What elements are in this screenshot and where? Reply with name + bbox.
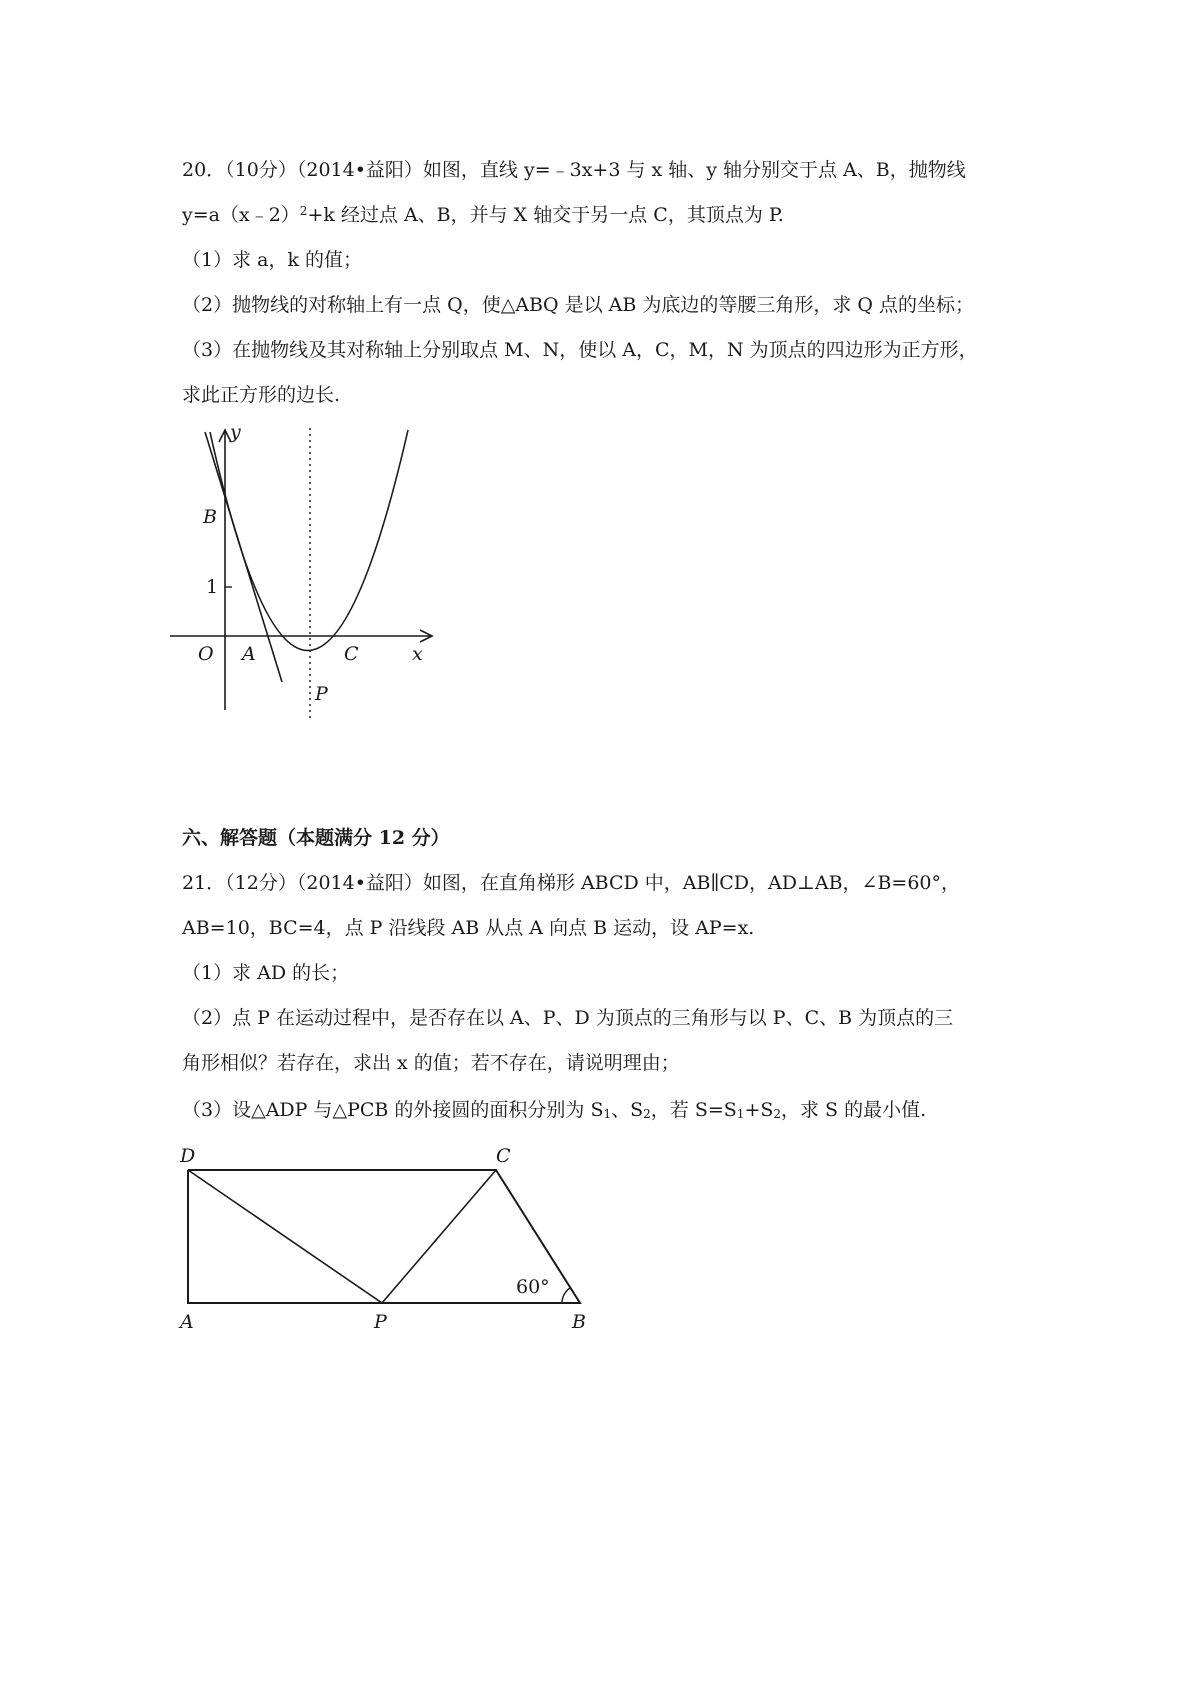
segment-DP [188,1170,382,1303]
q20-part2: （2）抛物线的对称轴上有一点 Q，使△ABQ 是以 AB 为底边的等腰三角形，求 Q 点的坐标； [182,294,975,316]
q20-line2 [182,203,784,227]
q21-part2b: 角形相似？若存在，求出 x 的值；若不存在，请说明理由； [182,1052,680,1074]
q20-exponent: 2 [299,204,308,218]
q21-part3-d: +S [744,1099,774,1121]
q21-sub-3: 1 [736,1107,745,1121]
q21-part2a: （2）点 P 在运动过程中，是否存在以 A、P、D 为顶点的三角形与以 P、C、B 为顶点的三 [182,1007,954,1029]
q20-line1: 20．（10分）（2014•益阳）如图，直线 y=﹣3x+3 与 x 轴、y 轴分别交于点 A、B，抛物线 [182,159,966,181]
label-x: x [412,643,423,665]
label-C: C [496,1145,511,1167]
angle-arc-B [562,1288,570,1303]
label-B: B [572,1311,586,1333]
label-B: B [203,506,217,528]
label-P: P [315,683,328,705]
q21-part3 [182,1098,926,1122]
label-1: 1 [206,576,219,598]
q21-part3-b: 、S [611,1099,644,1121]
q21-line1: 21．（12分）（2014•益阳）如图，在直角梯形 ABCD 中，AB∥CD，AD⊥AB，∠B=60°， [182,872,961,894]
q21-sub-1: 1 [603,1107,612,1121]
q21-part3-e: ，求 S 的最小值. [781,1099,927,1121]
q20-line2-a: y=a（x﹣2） [182,204,300,226]
q21-part3-a: （3）设△ADP 与△PCB 的外接圆的面积分别为 S [182,1099,604,1121]
q21-sub-2: 2 [643,1107,651,1121]
label-y: y [230,421,241,443]
label-O: O [198,643,214,665]
q21-part1: （1）求 AD 的长； [182,962,350,984]
label-C: C [344,643,359,665]
section6-heading: 六、解答题（本题满分 12 分） [182,827,450,849]
label-angle-60: 60° [516,1276,550,1298]
label-A: A [242,643,256,665]
label-P: P [374,1311,387,1333]
q21-line2: AB=10，BC=4，点 P 沿线段 AB 从点 A 向点 B 运动，设 AP=x. [182,917,755,939]
q20-line2-b: +k 经过点 A、B，并与 X 轴交于另一点 C，其顶点为 P. [307,204,784,226]
q20-part3a: （3）在抛物线及其对称轴上分别取点 M、N，使以 A，C，M，N 为顶点的四边形为正方形， [182,339,978,361]
label-D: D [180,1145,196,1167]
label-A: A [180,1311,194,1333]
q20-part3b: 求此正方形的边长. [182,384,341,406]
q21-part3-c: ，若 S=S [650,1099,737,1121]
q20-part1: （1）求 a，k 的值； [182,249,363,271]
q21-figure-trapezoid [170,1140,610,1340]
parabola-curve [210,430,408,651]
q20-figure-parabola [170,420,470,720]
q21-sub-4: 2 [773,1107,782,1121]
segment-PC [382,1170,496,1303]
